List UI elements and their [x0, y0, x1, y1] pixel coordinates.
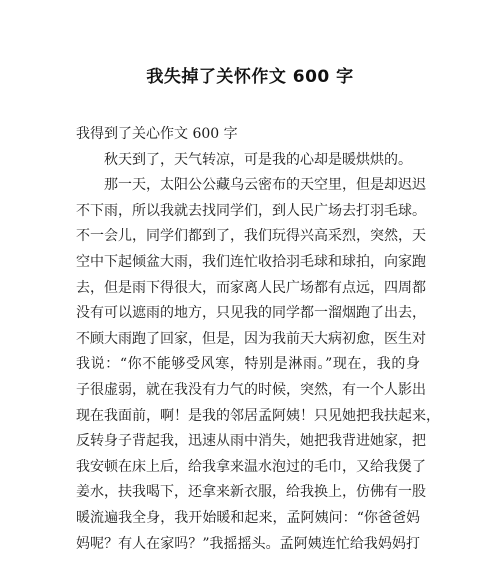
paragraph-line: 秋天到了，天气转凉，可是我的心却是暖烘烘的。 — [104, 151, 412, 168]
document-body — [76, 122, 440, 557]
paragraph-line: 不一会儿，同学们都到了，我们玩得兴高采烈，突然，天 — [76, 228, 426, 245]
paragraph-line: 暖流遍我全身，我开始暖和起来，孟阿姨问：“你爸爸妈 — [76, 509, 420, 526]
paragraph-line: 不下雨，所以我就去找同学们，到人民广场去打羽毛球。 — [76, 202, 426, 219]
paragraph-line: 姜水，扶我喝下，还拿来新衣服，给我换上，仿佛有一股 — [76, 484, 426, 501]
paragraph-line: 没有可以遮雨的地方，只见我的同学都一溜烟跑了出去， — [76, 305, 426, 322]
paragraph-line: 反转身子背起我，迅速从雨中消失，她把我背进她家，把 — [76, 433, 426, 450]
paragraph-line: 那一天，太阳公公藏乌云密布的天空里，但是却迟迟 — [104, 177, 426, 194]
paragraph-line: 空中下起倾盆大雨，我们连忙收拾羽毛球和球拍，向家跑 — [76, 253, 426, 270]
essay-subtitle-line: 我得到了关心作文 600 字 — [76, 126, 238, 142]
paragraph-line: 不顾大雨跑了回家，但是，因为我前天大病初愈，医生对 — [76, 330, 426, 347]
document-title: 我失掉了关怀作文 600 字 — [146, 67, 354, 87]
paragraph-line: 现在我面前，啊！是我的邻居孟阿姨！只见她把我扶起来， — [76, 407, 440, 424]
paragraph-line: 子很虚弱，就在我没有力气的时候，突然，有一个人影出 — [76, 381, 426, 398]
paragraph-line: 去，但是雨下得很大，而家离人民广场都有点远，四周都 — [76, 279, 426, 296]
paragraph-line: 我说：“你不能够受风寒，特别是淋雨。”现在，我的身 — [76, 356, 420, 373]
paragraph-line: 妈呢？有人在家吗？”我摇摇头。孟阿姨连忙给我妈妈打 — [76, 535, 420, 552]
paragraph-line: 我安顿在床上后，给我拿来温水泡过的毛巾，又给我煲了 — [76, 458, 426, 475]
